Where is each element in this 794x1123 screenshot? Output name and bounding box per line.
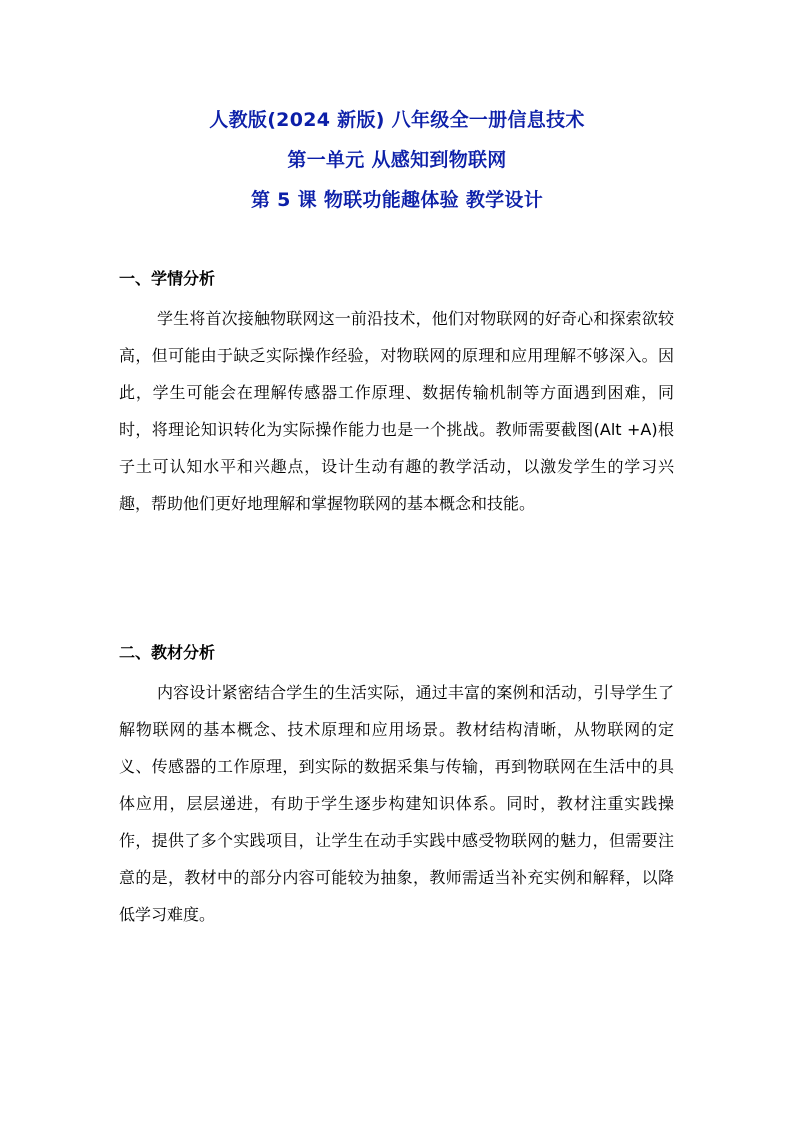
title-line-unit: 第一单元 从感知到物联网 (287, 149, 507, 171)
title-line-lesson: 第 5 课 物联功能趣体验 教学设计 (250, 189, 544, 211)
section-heading: 二、教材分析 (119, 643, 216, 662)
document-title (0, 104, 794, 224)
section-learner-analysis (119, 263, 679, 522)
title-line-textbook: 人教版(2024 新版) 八年级全一册信息技术 (209, 109, 585, 131)
section-paragraph: 学生将首次接触物联网这一前沿技术，他们对物联网的好奇心和探索欲较高，但可能由于缺乏实际操作经验，对物联网的原理和应用理解不够深入。因此，学生可能会在理解传感器工作原理、数据传输机制等方面遇到困难，同时，将理论知识转化为实际操作能力也是一个挑战。教师需要截图(Alt +A)根子土可认知水平和兴趣点，设计生动有趣的教学活动，以激发学生的学习兴趣，帮助他们更好地理解和掌握物联网的基本概念和技能。 (119, 309, 674, 513)
section-paragraph: 内容设计紧密结合学生的生活实际，通过丰富的案例和活动，引导学生了解物联网的基本概念、技术原理和应用场景。教材结构清晰，从物联网的定义、传感器的工作原理，到实际的数据采集与传输，再到物联网在生活中的具体应用，层层递进，有助于学生逐步构建知识体系。同时，教材注重实践操作，提供了多个实践项目，让学生在动手实践中感受物联网的魅力，但需要注意的是，教材中的部分内容可能较为抽象，教师需适当补充实例和解释，以降低学习难度。 (119, 683, 674, 924)
section-textbook-analysis (119, 637, 679, 933)
section-heading: 一、学情分析 (119, 269, 216, 288)
